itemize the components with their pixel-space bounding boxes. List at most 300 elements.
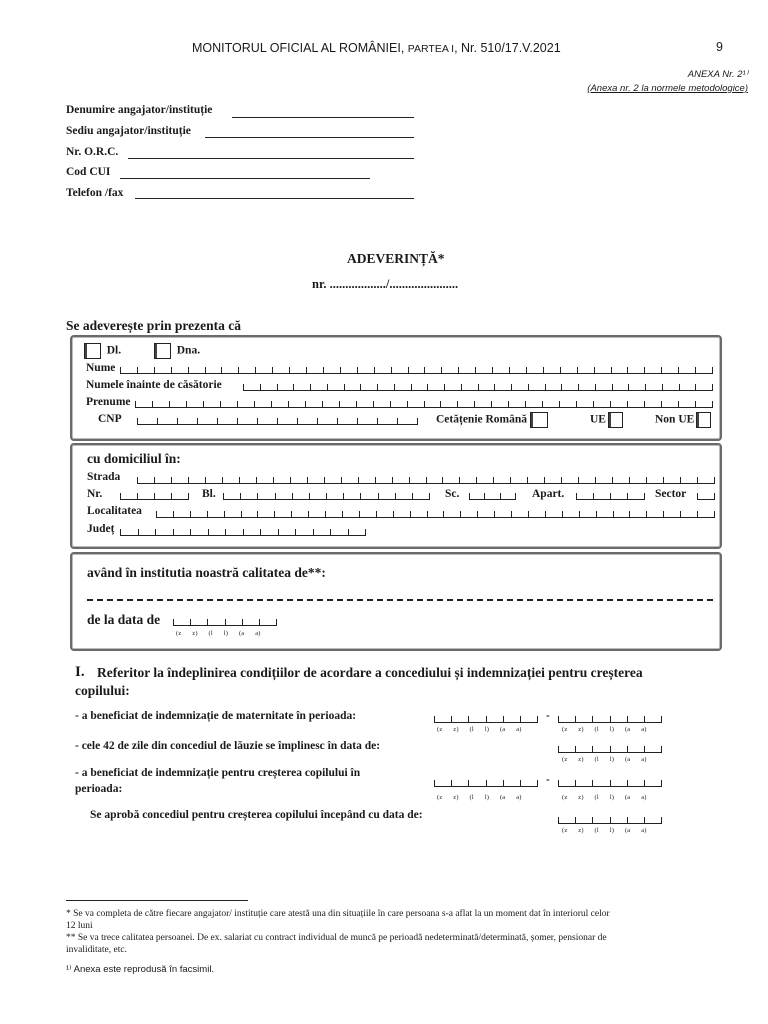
cell-divider xyxy=(135,401,136,408)
apartment-label: Apart. xyxy=(532,488,565,500)
cell-divider xyxy=(238,367,239,374)
cell-divider xyxy=(242,619,243,626)
cell-divider xyxy=(578,477,579,484)
cell-divider xyxy=(595,384,596,391)
cell-divider xyxy=(188,477,189,484)
cell-divider xyxy=(527,477,528,484)
page-number: 9 xyxy=(716,40,723,54)
phone-label: Telefon /fax xyxy=(66,187,124,199)
cell-divider xyxy=(120,493,121,500)
cell-divider xyxy=(575,716,576,723)
cell-divider xyxy=(208,529,209,536)
mrs-label: Dna. xyxy=(176,344,201,357)
cell-divider xyxy=(375,477,376,484)
cnp-label: CNP xyxy=(98,413,122,425)
cell-divider xyxy=(154,367,155,374)
cell-divider xyxy=(429,493,430,500)
cell-divider xyxy=(241,511,242,518)
cell-divider xyxy=(575,817,576,824)
cell-divider xyxy=(515,493,516,500)
cell-divider xyxy=(343,493,344,500)
maternity-end-format: (z z) (l l) (a a) xyxy=(562,726,647,733)
cell-divider xyxy=(627,493,628,500)
cell-divider xyxy=(257,418,258,425)
cell-divider xyxy=(440,401,441,408)
cell-divider xyxy=(344,384,345,391)
cell-divider xyxy=(578,384,579,391)
cell-divider xyxy=(188,367,189,374)
cell-divider xyxy=(511,511,512,518)
cell-divider xyxy=(306,367,307,374)
eu-option[interactable] xyxy=(590,412,623,428)
romanian-citizenship-label: Cetățenie Română xyxy=(436,413,528,426)
sector-cells[interactable] xyxy=(697,499,714,500)
cell-divider xyxy=(627,367,628,374)
cell-divider xyxy=(610,493,611,500)
cell-divider xyxy=(257,511,258,518)
cell-divider xyxy=(457,401,458,408)
footnote-1-line1: * Se va completa de către fiecare angajator/ instituție care atestă una din situațiile în care persoana s-a aflat la un moment dat în interiorul celor xyxy=(66,909,610,919)
position-heading: având în institutia noastră calitatea de**: xyxy=(87,565,326,580)
cell-divider xyxy=(277,384,278,391)
childcare-start-format: (z z) (l l) (a a) xyxy=(437,794,522,801)
cell-divider xyxy=(237,401,238,408)
cell-divider xyxy=(451,716,452,723)
cell-divider xyxy=(475,367,476,374)
cell-divider xyxy=(240,493,241,500)
cell-divider xyxy=(376,511,377,518)
cell-divider xyxy=(714,477,715,484)
cell-divider xyxy=(272,367,273,374)
cell-divider xyxy=(407,401,408,408)
cell-divider xyxy=(377,418,378,425)
cell-divider xyxy=(459,477,460,484)
cell-divider xyxy=(155,529,156,536)
cell-divider xyxy=(644,493,645,500)
childcare-period-label-line2: perioada: xyxy=(75,783,123,795)
cell-divider xyxy=(137,367,138,374)
cell-divider xyxy=(661,716,662,723)
cell-divider xyxy=(678,367,679,374)
cell-divider xyxy=(444,384,445,391)
cell-divider xyxy=(156,511,157,518)
cell-divider xyxy=(277,418,278,425)
cell-divider xyxy=(177,418,178,425)
cell-divider xyxy=(695,367,696,374)
cell-divider xyxy=(592,716,593,723)
cell-divider xyxy=(217,418,218,425)
cell-divider xyxy=(441,367,442,374)
cell-divider xyxy=(291,511,292,518)
cell-divider xyxy=(592,780,593,787)
cell-divider xyxy=(173,511,174,518)
cell-divider xyxy=(576,493,577,500)
cell-divider xyxy=(695,384,696,391)
cell-divider xyxy=(408,367,409,374)
cell-divider xyxy=(137,418,138,425)
cell-divider xyxy=(561,384,562,391)
cell-divider xyxy=(356,401,357,408)
cell-divider xyxy=(410,511,411,518)
cell-divider xyxy=(120,529,121,536)
cell-divider xyxy=(468,780,469,787)
start-date-format: (z z) (l l) (a a) xyxy=(176,630,261,637)
cell-divider xyxy=(610,780,611,787)
mrs-option[interactable] xyxy=(154,343,200,359)
footnote-3: ¹⁾ Anexa este reprodusă în facsimil. xyxy=(66,964,215,975)
cell-divider xyxy=(205,367,206,374)
cui-field[interactable] xyxy=(120,178,370,179)
non-eu-label: Non UE xyxy=(655,413,695,426)
romanian-citizenship-option[interactable] xyxy=(436,412,548,428)
county-label: Județ xyxy=(87,523,115,535)
cell-divider xyxy=(412,493,413,500)
cell-divider xyxy=(712,401,713,408)
cell-divider xyxy=(243,384,244,391)
cell-divider xyxy=(243,529,244,536)
cell-divider xyxy=(427,511,428,518)
name-label: Nume xyxy=(86,362,116,374)
cell-divider xyxy=(271,401,272,408)
cell-divider xyxy=(417,418,418,425)
cell-divider xyxy=(714,493,715,500)
cell-divider xyxy=(644,780,645,787)
cell-divider xyxy=(646,511,647,518)
cell-divider xyxy=(559,401,560,408)
approval-date-format: (z z) (l l) (a a) xyxy=(562,827,647,834)
cui-label: Cod CUI xyxy=(66,166,111,178)
cell-divider xyxy=(500,493,501,500)
cell-divider xyxy=(260,384,261,391)
cell-divider xyxy=(644,401,645,408)
cell-divider xyxy=(575,746,576,753)
cell-divider xyxy=(629,511,630,518)
cell-divider xyxy=(424,401,425,408)
cell-divider xyxy=(697,493,698,500)
cell-divider xyxy=(486,780,487,787)
cell-divider xyxy=(712,384,713,391)
cell-divider xyxy=(592,817,593,824)
orc-field[interactable] xyxy=(128,158,414,159)
cell-divider xyxy=(322,401,323,408)
cell-divider xyxy=(397,418,398,425)
cell-divider xyxy=(390,401,391,408)
cell-divider xyxy=(558,716,559,723)
cell-divider xyxy=(610,817,611,824)
cell-divider xyxy=(510,477,511,484)
cell-divider xyxy=(411,384,412,391)
cell-divider xyxy=(341,477,342,484)
non-eu-checkbox[interactable] xyxy=(696,412,711,428)
cell-divider xyxy=(503,780,504,787)
cell-divider xyxy=(469,493,470,500)
cell-divider xyxy=(203,401,204,408)
cell-divider xyxy=(486,716,487,723)
cell-divider xyxy=(484,493,485,500)
cell-divider xyxy=(577,367,578,374)
cell-divider xyxy=(545,511,546,518)
cell-divider xyxy=(169,401,170,408)
cell-divider xyxy=(477,511,478,518)
cell-divider xyxy=(188,493,189,500)
cell-divider xyxy=(661,780,662,787)
cell-divider xyxy=(545,384,546,391)
cell-divider xyxy=(427,384,428,391)
cell-divider xyxy=(337,418,338,425)
section-title-line1: Referitor la îndeplinirea condițiilor de acordare a concediului și indemnizației pentru creșterea xyxy=(97,665,643,680)
cell-divider xyxy=(330,529,331,536)
cell-divider xyxy=(297,418,298,425)
intro-text: Se adeverește prin prezenta că xyxy=(66,318,241,333)
cell-divider xyxy=(680,477,681,484)
cell-divider xyxy=(560,367,561,374)
cell-divider xyxy=(173,529,174,536)
cell-divider xyxy=(558,780,559,787)
phone-field[interactable] xyxy=(135,198,414,199)
street-label: Strada xyxy=(87,471,121,483)
cell-divider xyxy=(644,746,645,753)
cell-divider xyxy=(289,367,290,374)
cell-divider xyxy=(644,367,645,374)
cell-divider xyxy=(646,477,647,484)
cell-divider xyxy=(478,384,479,391)
cell-divider xyxy=(628,384,629,391)
cell-divider xyxy=(525,401,526,408)
cell-divider xyxy=(697,477,698,484)
cell-divider xyxy=(594,367,595,374)
footnote-separator xyxy=(66,900,248,901)
cell-divider xyxy=(256,477,257,484)
employer-name-field[interactable] xyxy=(232,117,414,118)
cell-divider xyxy=(645,384,646,391)
cell-divider xyxy=(520,780,521,787)
cell-divider xyxy=(579,511,580,518)
cell-divider xyxy=(627,746,628,753)
cell-divider xyxy=(360,493,361,500)
eu-checkbox[interactable] xyxy=(608,412,623,428)
position-field[interactable] xyxy=(87,599,713,601)
sector-label: Sector xyxy=(655,488,687,500)
cell-divider xyxy=(313,529,314,536)
staircase-cells[interactable] xyxy=(469,499,515,500)
mr-option[interactable] xyxy=(84,343,121,359)
footnote-1-line2: 12 luni xyxy=(66,921,93,931)
cell-divider xyxy=(171,367,172,374)
cell-divider xyxy=(611,367,612,374)
cell-divider xyxy=(627,780,628,787)
postnatal-date-label: - cele 42 de zile din concediul de lăuzie se împlinesc în data de: xyxy=(75,740,381,752)
start-date-label: de la data de xyxy=(87,612,161,627)
cell-divider xyxy=(288,401,289,408)
non-eu-option[interactable] xyxy=(655,412,711,428)
cell-divider xyxy=(680,511,681,518)
cell-divider xyxy=(171,493,172,500)
block-label: Bl. xyxy=(202,488,216,500)
cell-divider xyxy=(491,401,492,408)
cell-divider xyxy=(154,477,155,484)
employer-seat-label: Sediu angajator/instituție xyxy=(66,125,191,137)
cell-divider xyxy=(714,511,715,518)
cell-divider xyxy=(493,477,494,484)
cell-divider xyxy=(137,477,138,484)
cell-divider xyxy=(663,511,664,518)
cell-divider xyxy=(340,367,341,374)
cell-divider xyxy=(394,384,395,391)
cell-divider xyxy=(342,511,343,518)
cell-divider xyxy=(644,817,645,824)
cell-divider xyxy=(257,493,258,500)
cell-divider xyxy=(374,367,375,374)
cell-divider xyxy=(494,511,495,518)
employer-seat-field[interactable] xyxy=(205,137,414,138)
document-title: ADEVERINȚĂ* xyxy=(347,251,445,266)
cell-divider xyxy=(610,716,611,723)
cell-divider xyxy=(276,619,277,626)
section-numeral: I. xyxy=(75,664,85,680)
cell-divider xyxy=(290,477,291,484)
cell-divider xyxy=(255,367,256,374)
annex-reference: (Anexa nr. 2 la normele metodologice) xyxy=(587,83,748,94)
first-name-label: Prenume xyxy=(86,396,131,408)
cell-divider xyxy=(576,401,577,408)
postnatal-date-format: (z z) (l l) (a a) xyxy=(562,756,647,763)
number-label: Nr. xyxy=(87,488,103,500)
gazette-part: PARTEA I xyxy=(407,43,455,55)
cell-divider xyxy=(679,384,680,391)
cell-divider xyxy=(358,477,359,484)
cell-divider xyxy=(395,493,396,500)
cell-divider xyxy=(317,418,318,425)
cell-divider xyxy=(627,401,628,408)
maiden-name-label: Numele înainte de căsătorie xyxy=(86,379,222,391)
cell-divider xyxy=(461,384,462,391)
cell-divider xyxy=(712,367,713,374)
annex-label: ANEXA Nr. 2¹⁾ xyxy=(687,69,748,80)
cell-divider xyxy=(152,401,153,408)
cell-divider xyxy=(542,401,543,408)
maternity-period-label: - a beneficiat de indemnizație de maternitate în perioada: xyxy=(75,710,357,722)
cell-divider xyxy=(558,817,559,824)
cell-divider xyxy=(409,477,410,484)
cell-divider xyxy=(220,401,221,408)
cell-divider xyxy=(661,746,662,753)
cell-divider xyxy=(357,367,358,374)
cell-divider xyxy=(508,401,509,408)
cell-divider xyxy=(305,401,306,408)
cell-divider xyxy=(237,418,238,425)
cell-divider xyxy=(377,384,378,391)
cell-divider xyxy=(476,477,477,484)
cell-divider xyxy=(644,716,645,723)
cell-divider xyxy=(610,401,611,408)
footnote-2-line1: ** Se va trece calitatea persoanei. De ex. salariat cu contract individual de muncă pe perioadă nedeterminată/determinată, șomer, pensionar de xyxy=(66,933,607,943)
cell-divider xyxy=(678,401,679,408)
cell-divider xyxy=(190,511,191,518)
employer-name-label: Denumire angajator/instituție xyxy=(66,104,213,116)
cell-divider xyxy=(359,511,360,518)
cell-divider xyxy=(205,477,206,484)
cell-divider xyxy=(373,401,374,408)
cell-divider xyxy=(627,716,628,723)
cell-divider xyxy=(503,716,504,723)
cell-divider xyxy=(612,477,613,484)
cell-divider xyxy=(443,511,444,518)
cell-divider xyxy=(426,477,427,484)
cell-divider xyxy=(222,477,223,484)
cell-divider xyxy=(543,367,544,374)
cell-divider xyxy=(661,367,662,374)
cell-divider xyxy=(260,529,261,536)
cell-divider xyxy=(612,384,613,391)
cell-divider xyxy=(511,384,512,391)
cell-divider xyxy=(663,477,664,484)
cell-divider xyxy=(592,746,593,753)
cell-divider xyxy=(458,367,459,374)
gazette-title: MONITORUL OFICIAL AL ROMÂNIEI, xyxy=(192,41,408,55)
cell-divider xyxy=(224,511,225,518)
romanian-citizenship-checkbox[interactable] xyxy=(530,412,548,428)
cell-divider xyxy=(492,367,493,374)
document-number: nr. ................../...................... xyxy=(312,277,459,291)
cell-divider xyxy=(326,493,327,500)
mrs-checkbox[interactable] xyxy=(154,343,171,359)
cell-divider xyxy=(309,493,310,500)
maternity-range-dash: - xyxy=(546,710,550,722)
cell-divider xyxy=(391,367,392,374)
cell-divider xyxy=(596,511,597,518)
cell-divider xyxy=(348,529,349,536)
cell-divider xyxy=(197,418,198,425)
cell-divider xyxy=(225,529,226,536)
cell-divider xyxy=(474,401,475,408)
cell-divider xyxy=(365,529,366,536)
name-cells[interactable] xyxy=(120,373,712,374)
cell-divider xyxy=(562,511,563,518)
cell-divider xyxy=(393,511,394,518)
cell-divider xyxy=(310,384,311,391)
cell-divider xyxy=(323,367,324,374)
cell-divider xyxy=(324,477,325,484)
cell-divider xyxy=(575,780,576,787)
staircase-label: Sc. xyxy=(445,488,460,500)
address-heading: cu domiciliul în: xyxy=(87,451,181,466)
cell-divider xyxy=(528,384,529,391)
mr-label: Dl. xyxy=(106,344,122,357)
cell-divider xyxy=(259,619,260,626)
cell-divider xyxy=(138,529,139,536)
cell-divider xyxy=(295,529,296,536)
cell-divider xyxy=(610,746,611,753)
cell-divider xyxy=(558,746,559,753)
approval-date-label: Se aprobă concediul pentru creșterea copilului începând cu data de: xyxy=(90,809,423,821)
cell-divider xyxy=(434,780,435,787)
cell-divider xyxy=(225,619,226,626)
maternity-start-format: (z z) (l l) (a a) xyxy=(437,726,522,733)
orc-label: Nr. O.R.C. xyxy=(66,146,119,158)
cell-divider xyxy=(186,401,187,408)
cell-divider xyxy=(274,511,275,518)
cell-divider xyxy=(293,384,294,391)
cell-divider xyxy=(308,511,309,518)
childcare-range-dash: - xyxy=(546,774,550,786)
cell-divider xyxy=(137,493,138,500)
cell-divider xyxy=(593,493,594,500)
mr-checkbox[interactable] xyxy=(84,343,101,359)
cell-divider xyxy=(254,401,255,408)
cell-divider xyxy=(424,367,425,374)
cell-divider xyxy=(695,401,696,408)
cell-divider xyxy=(526,367,527,374)
